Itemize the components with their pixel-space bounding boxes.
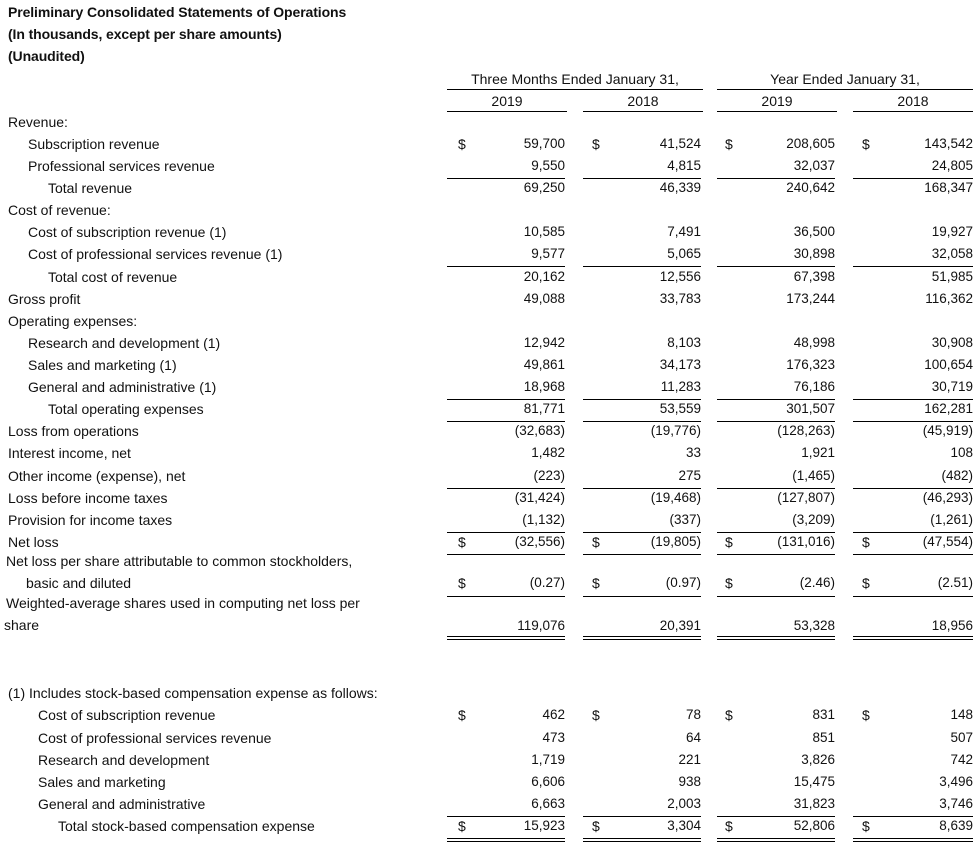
dollar-sign: $: [592, 818, 600, 834]
subtotal-rule: [447, 266, 565, 267]
shares-label: Weighted-average shares used in computing net loss per: [6, 595, 360, 611]
dollar-sign: $: [725, 818, 733, 834]
subtotal-rule: [447, 532, 565, 533]
cell-value: 51,985: [931, 269, 973, 284]
col-year-rule: [717, 111, 837, 112]
subtotal-rule: [717, 399, 835, 400]
sbc-value: 462: [542, 707, 565, 722]
eps-value: (2.51): [937, 575, 973, 590]
row-label: Interest income, net: [8, 445, 131, 461]
dollar-sign: $: [862, 534, 870, 550]
col-year-rule: [447, 111, 567, 112]
subtotal-rule: [583, 399, 701, 400]
double-rule: [717, 636, 835, 640]
subtotal-rule: [717, 178, 835, 179]
shares-value: 20,391: [659, 618, 701, 633]
col-year-header: 2019: [761, 93, 793, 109]
cell-value: 49,861: [523, 357, 565, 372]
cell-value: 4,815: [667, 158, 701, 173]
row-label: Loss from operations: [8, 423, 139, 439]
sbc-row-label: Cost of subscription revenue: [38, 707, 216, 723]
cell-value: (32,683): [514, 423, 565, 438]
cell-value: (1,132): [522, 512, 565, 527]
cell-value: 41,524: [659, 136, 701, 151]
cell-value: 49,088: [523, 291, 565, 306]
sbc-value: 507: [950, 730, 973, 745]
cell-value: 162,281: [924, 401, 973, 416]
row-label: Loss before income taxes: [8, 490, 168, 506]
cell-value: (31,424): [514, 490, 565, 505]
dollar-sign: $: [725, 136, 733, 152]
sbc-value: 1,719: [531, 752, 565, 767]
dollar-sign: $: [458, 818, 466, 834]
row-label: Operating expenses:: [8, 313, 138, 329]
sbc-value: 851: [812, 730, 835, 745]
cell-value: 32,037: [793, 158, 835, 173]
col-group-rule: [447, 89, 703, 90]
dollar-sign: $: [458, 575, 466, 591]
cell-value: 8,103: [667, 335, 701, 350]
double-rule: [583, 636, 701, 640]
sbc-total-label: Total stock-based compensation expense: [58, 818, 315, 834]
cell-value: 12,556: [659, 269, 701, 284]
col-group-three-months: Three Months Ended January 31,: [471, 71, 679, 87]
col-group-year: Year Ended January 31,: [770, 71, 920, 87]
subtotal-rule: [583, 266, 701, 267]
sbc-value: 78: [685, 707, 701, 722]
subtotal-rule: [717, 421, 835, 422]
cell-value: 36,500: [793, 224, 835, 239]
dollar-sign: $: [862, 818, 870, 834]
cell-value: 275: [678, 468, 701, 483]
dollar-sign: $: [592, 707, 600, 723]
cell-value: (1,465): [792, 468, 835, 483]
eps-label: basic and diluted: [26, 575, 132, 591]
sbc-value: 473: [542, 730, 565, 745]
cell-value: (32,556): [514, 534, 565, 549]
row-label: Total cost of revenue: [48, 269, 178, 285]
cell-value: 176,323: [786, 357, 835, 372]
sbc-value: 938: [678, 774, 701, 789]
cell-value: 33,783: [659, 291, 701, 306]
cell-value: (337): [669, 512, 701, 527]
cell-value: 10,585: [523, 224, 565, 239]
row-label: Total operating expenses: [48, 401, 204, 417]
sbc-value: 31,823: [793, 796, 835, 811]
sbc-value: 148: [950, 707, 973, 722]
subtotal-rule: [853, 399, 973, 400]
col-year-rule: [583, 111, 703, 112]
cell-value: 143,542: [924, 136, 973, 151]
sbc-total-value: 52,806: [793, 818, 835, 833]
subtotal-rule: [583, 816, 701, 817]
cell-value: 32,058: [931, 246, 973, 261]
cell-value: 173,244: [786, 291, 835, 306]
double-rule: [583, 838, 701, 842]
cell-value: 20,162: [523, 269, 565, 284]
row-label: Provision for income taxes: [8, 512, 173, 528]
cell-value: 69,250: [523, 180, 565, 195]
dollar-sign: $: [862, 136, 870, 152]
subtotal-rule: [583, 488, 701, 489]
sbc-value: 742: [950, 752, 973, 767]
col-group-rule: [717, 89, 973, 90]
cell-value: 208,605: [786, 136, 835, 151]
row-label: Research and development (1): [28, 335, 221, 351]
cell-value: (19,776): [650, 423, 701, 438]
row-label: General and administrative (1): [28, 379, 217, 395]
sbc-value: 3,826: [801, 752, 835, 767]
statement-title: Preliminary Consolidated Statements of Operations: [8, 4, 347, 20]
shares-value: 119,076: [517, 618, 565, 633]
sbc-value: 64: [685, 730, 701, 745]
dollar-sign: $: [862, 575, 870, 591]
cell-value: (127,807): [777, 490, 835, 505]
cell-value: 34,173: [659, 357, 701, 372]
subtotal-rule: [583, 421, 701, 422]
subtotal-rule: [853, 421, 973, 422]
cell-value: 7,491: [667, 224, 701, 239]
row-label: Net loss: [8, 534, 59, 550]
subtotal-rule: [583, 554, 701, 555]
subtotal-rule: [583, 178, 701, 179]
shares-value: 53,328: [793, 618, 835, 633]
dollar-sign: $: [725, 575, 733, 591]
cell-value: 76,186: [793, 379, 835, 394]
subtotal-rule: [853, 532, 973, 533]
cell-value: 108: [950, 445, 973, 460]
subtotal-rule: [853, 178, 973, 179]
cell-value: 1,921: [801, 445, 835, 460]
subtotal-rule: [447, 554, 565, 555]
double-rule: [447, 636, 565, 640]
dollar-sign: $: [458, 534, 466, 550]
cell-value: 53,559: [659, 401, 701, 416]
sbc-total-value: 8,639: [939, 818, 973, 833]
double-rule: [853, 636, 973, 640]
sbc-row-label: Sales and marketing: [38, 774, 166, 790]
cell-value: (47,554): [922, 534, 973, 549]
col-year-header: 2019: [491, 93, 523, 109]
subtotal-rule: [447, 399, 565, 400]
row-label: Other income (expense), net: [8, 468, 186, 484]
shares-label: share: [4, 617, 40, 633]
cell-value: 116,362: [925, 291, 973, 306]
cell-value: 59,700: [523, 136, 565, 151]
row-label: Sales and marketing (1): [28, 357, 177, 373]
dollar-sign: $: [725, 534, 733, 550]
cell-value: 48,998: [793, 335, 835, 350]
cell-value: (46,293): [922, 490, 973, 505]
cell-value: 240,642: [786, 180, 835, 195]
row-label: Total revenue: [48, 180, 133, 196]
subtotal-rule: [717, 266, 835, 267]
cell-value: 9,577: [531, 246, 565, 261]
subtotal-rule: [717, 488, 835, 489]
eps-value: (0.27): [529, 575, 565, 590]
row-label: Revenue:: [8, 114, 68, 130]
cell-value: 30,719: [931, 379, 973, 394]
cell-value: 5,065: [667, 246, 701, 261]
subtotal-rule: [447, 178, 565, 179]
row-label: Professional services revenue: [28, 158, 215, 174]
double-rule: [717, 838, 835, 842]
dollar-sign: $: [862, 707, 870, 723]
subtotal-rule: [717, 554, 835, 555]
sbc-value: 831: [812, 707, 835, 722]
subtotal-rule: [447, 488, 565, 489]
sbc-value: 221: [678, 752, 701, 767]
total-rule: [447, 596, 565, 597]
total-rule: [853, 596, 973, 597]
cell-value: 11,283: [660, 379, 701, 394]
cell-value: 9,550: [531, 158, 565, 173]
col-year-rule: [853, 111, 973, 112]
subtotal-rule: [583, 532, 701, 533]
row-label: Cost of professional services revenue (1): [28, 246, 283, 262]
total-rule: [583, 596, 701, 597]
cell-value: (128,263): [777, 423, 835, 438]
col-year-header: 2018: [897, 93, 929, 109]
dollar-sign: $: [725, 707, 733, 723]
subtotal-rule: [853, 816, 973, 817]
subtotal-rule: [447, 816, 565, 817]
cell-value: 30,908: [931, 335, 973, 350]
eps-label: Net loss per share attributable to common stockholders,: [6, 553, 353, 569]
sbc-value: 3,496: [939, 774, 973, 789]
total-rule: [717, 596, 835, 597]
statement-units: (In thousands, except per share amounts): [8, 26, 282, 42]
dollar-sign: $: [458, 136, 466, 152]
subtotal-rule: [447, 421, 565, 422]
cell-value: (45,919): [922, 423, 973, 438]
row-label: Cost of revenue:: [8, 202, 111, 218]
sbc-row-label: Cost of professional services revenue: [38, 730, 272, 746]
row-label: Cost of subscription revenue (1): [28, 224, 227, 240]
cell-value: (19,805): [650, 534, 701, 549]
subtotal-rule: [717, 816, 835, 817]
subtotal-rule: [717, 532, 835, 533]
cell-value: (223): [533, 468, 565, 483]
shares-value: 18,956: [931, 618, 973, 633]
sbc-value: 2,003: [667, 796, 701, 811]
cell-value: 100,654: [924, 357, 973, 372]
cell-value: 19,927: [931, 224, 973, 239]
sbc-total-value: 15,923: [523, 818, 565, 833]
sbc-value: 6,663: [531, 796, 565, 811]
sbc-value: 15,475: [793, 774, 835, 789]
cell-value: 30,898: [793, 246, 835, 261]
row-label: Gross profit: [8, 291, 81, 307]
cell-value: 81,771: [523, 401, 565, 416]
cell-value: 67,398: [793, 269, 835, 284]
cell-value: (131,016): [777, 534, 835, 549]
eps-value: (0.97): [665, 575, 701, 590]
col-year-header: 2018: [627, 93, 659, 109]
sbc-value: 6,606: [531, 774, 565, 789]
double-rule: [853, 838, 973, 842]
cell-value: (19,468): [650, 490, 701, 505]
dollar-sign: $: [592, 136, 600, 152]
cell-value: (1,261): [930, 512, 973, 527]
cell-value: 33: [685, 445, 701, 460]
dollar-sign: $: [592, 575, 600, 591]
eps-value: (2.46): [799, 575, 835, 590]
sbc-total-value: 3,304: [667, 818, 701, 833]
cell-value: 24,805: [931, 158, 973, 173]
sbc-value: 3,746: [939, 796, 973, 811]
statement-unaudited: (Unaudited): [8, 48, 85, 64]
subtotal-rule: [853, 554, 973, 555]
cell-value: 18,968: [523, 379, 565, 394]
cell-value: (3,209): [792, 512, 835, 527]
cell-value: 168,347: [924, 180, 973, 195]
dollar-sign: $: [458, 707, 466, 723]
sbc-title: (1) Includes stock-based compensation expense as follows:: [8, 685, 378, 701]
cell-value: 1,482: [531, 445, 565, 460]
cell-value: 46,339: [659, 180, 701, 195]
cell-value: 12,942: [523, 335, 565, 350]
subtotal-rule: [853, 488, 973, 489]
dollar-sign: $: [592, 534, 600, 550]
sbc-row-label: Research and development: [38, 752, 210, 768]
row-label: Subscription revenue: [28, 136, 160, 152]
sbc-row-label: General and administrative: [38, 796, 206, 812]
double-rule: [447, 838, 565, 842]
cell-value: 301,507: [786, 401, 835, 416]
cell-value: (482): [941, 468, 973, 483]
subtotal-rule: [853, 266, 973, 267]
